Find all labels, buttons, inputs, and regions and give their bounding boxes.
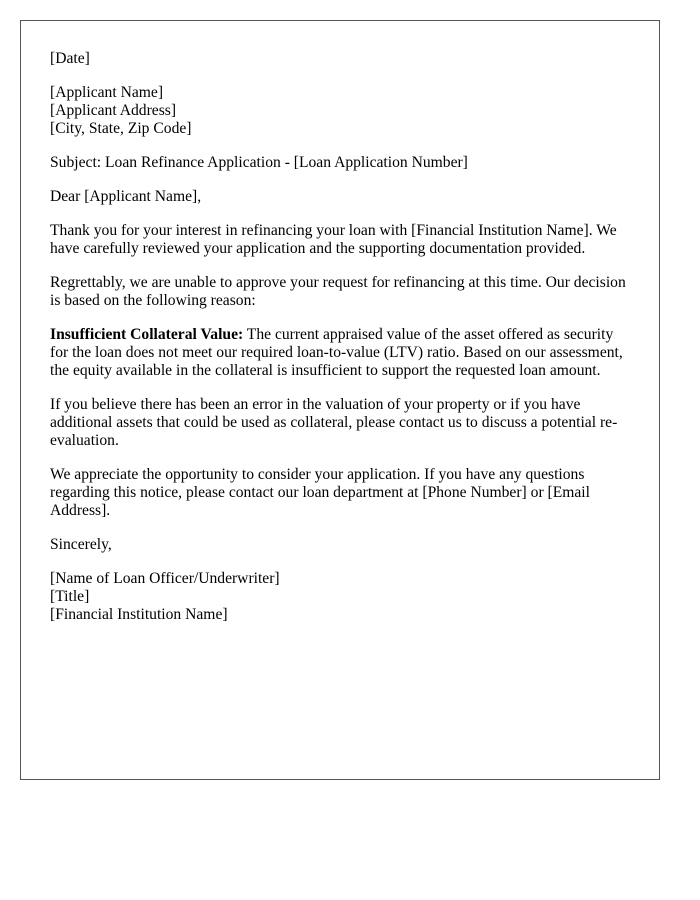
letter-page: [20, 20, 660, 780]
letter-date: [Date]: [50, 50, 90, 67]
paragraph-reason: [50, 326, 630, 380]
reason-text: The current appraised value of the asset offered as security for the loan does not meet our required loan-to-value (LTV) ratio. Based on our assessment, the equity available in the collateral is insufficient to support the requested loan amount.: [50, 326, 623, 379]
applicant-address: [Applicant Address]: [50, 102, 177, 119]
reason-label: Insufficient Collateral Value:: [50, 326, 244, 343]
paragraph-reevaluation: If you believe there has been an error in the valuation of your property or if you have additional assets that could be used as collateral, please contact us to discuss a potential re-evaluation.: [50, 396, 618, 449]
letter-subject: Subject: Loan Refinance Application - [Loan Application Number]: [50, 154, 468, 171]
signature-block: [50, 570, 630, 624]
letter-salutation: Dear [Applicant Name],: [50, 188, 202, 205]
paragraph-decision: Regrettably, we are unable to approve your request for refinancing at this time. Our decision is based on the following reason:: [50, 274, 626, 309]
applicant-city-state-zip: [City, State, Zip Code]: [50, 120, 192, 137]
signer-institution: [Financial Institution Name]: [50, 606, 228, 623]
signer-name: [Name of Loan Officer/Underwriter]: [50, 570, 280, 587]
paragraph-contact: We appreciate the opportunity to consider your application. If you have any questions regarding this notice, please contact our loan department at [Phone Number] or [Email Address].: [50, 466, 590, 519]
letter-closing: Sincerely,: [50, 536, 112, 553]
applicant-address-block: [50, 84, 630, 138]
applicant-name: [Applicant Name]: [50, 84, 164, 101]
signer-title: [Title]: [50, 588, 90, 605]
paragraph-intro: Thank you for your interest in refinancing your loan with [Financial Institution Name]. We have carefully reviewed your application and the supporting documentation provided.: [50, 222, 617, 257]
